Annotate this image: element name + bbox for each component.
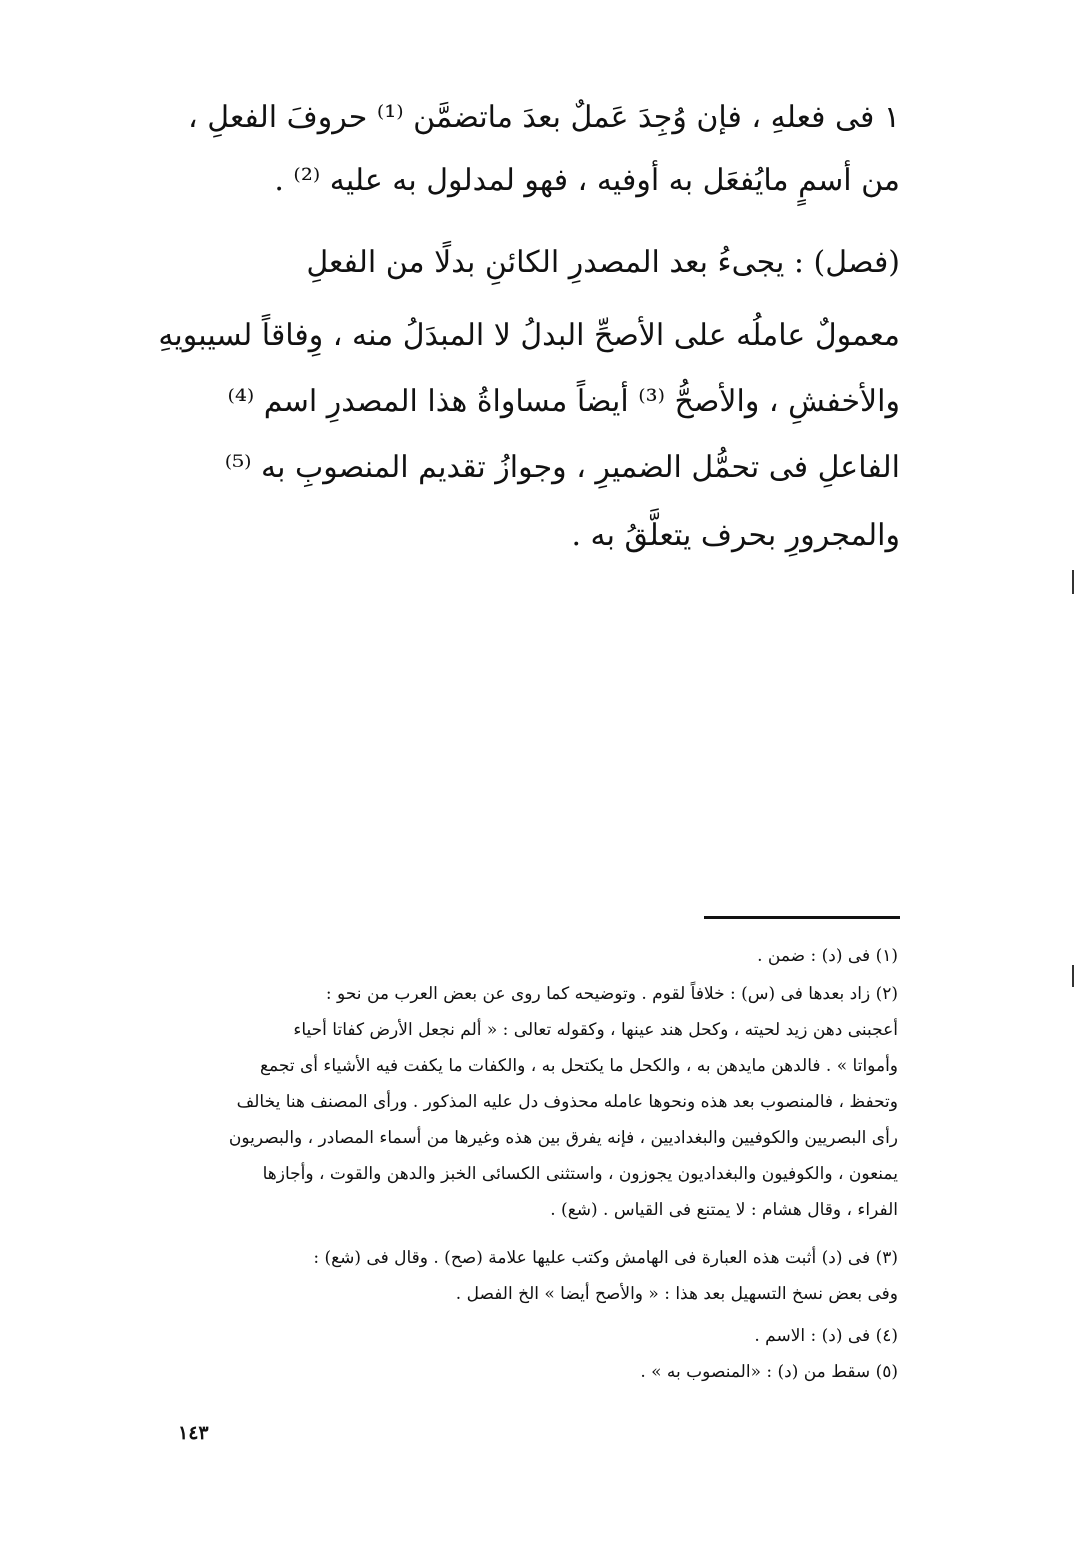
main-line-7: والمجرورِ بحرف يتعلَّقُ به . bbox=[571, 518, 900, 553]
footnote-1: (١) فى (د) : ضمن . bbox=[757, 946, 898, 966]
scan-edge-mark-top bbox=[1072, 570, 1074, 594]
footnote-2-line-1: (٢) زاد بعدها فى (س) : خلافاً لقوم . وتوضيحه كما روى عن بعض العرب من نحو : bbox=[325, 984, 898, 1004]
footnote-2-line-2: أعجبنى دهن زيد لحيته ، وكحل هند عينها ، وكقوله تعالى : « ألم نجعل الأرض كفاتا أحياء bbox=[293, 1020, 898, 1040]
footnote-separator bbox=[704, 916, 900, 919]
main-line-5: والأخفشِ ، والأصحُّ ⁽³⁾ أيضاً مساواةُ هذا المصدرِ اسم ⁽⁴⁾ bbox=[227, 384, 900, 419]
footnote-2-line-5: رأى البصريين والكوفيين والبغداديين ، فإنه يفرق بين هذه وغيرها من أسماء المصادر ، والبصريون bbox=[228, 1128, 898, 1148]
footnote-2-line-4: وتحفظ ، فالمنصوب بعد هذه ونحوها عامله محذوف دل عليه المذكور . ورأى المصنف هنا يخالف bbox=[236, 1092, 898, 1112]
footnote-3-line-2: وفى بعض نسخ التسهيل بعد هذا : « والأصح أيضا » الخ الفصل . bbox=[455, 1284, 898, 1304]
footnote-3-line-1: (٣) فى (د) أثبت هذه العبارة فى الهامش وكتب عليها علامة (صح) . وقال فى (شع) : bbox=[313, 1248, 898, 1268]
main-line-6: الفاعلِ فى تحمُّل الضميرِ ، وجوازُ تقديم المنصوبِ به ⁽⁵⁾ bbox=[224, 450, 900, 485]
main-line-2: من أسمٍ مايُفعَل به أوفيه ، فهو لمدلول به عليه ⁽²⁾ . bbox=[274, 163, 900, 198]
footnote-2-line-3: وأمواتا » . فالدهن مايدهن به ، والكحل ما يكتحل به ، والكفات ما يكفت فيه الأشياء أى تجمع bbox=[259, 1056, 898, 1076]
main-line-1: ‏١ فى فعلهِ ، فإن وُجِدَ عَملٌ بعدَ ماتضمَّن ⁽¹⁾ حروفَ الفعلِ ، bbox=[188, 100, 900, 135]
main-line-4: معمولٌ عاملُه على الأصحِّ البدلُ لا المبدَلُ منه ، وِفاقاً لسيبويهِ bbox=[158, 318, 900, 353]
footnote-2-line-7: الفراء ، وقال هشام : لا يمتنع فى القياس . (شع) . bbox=[550, 1200, 898, 1220]
footnote-5: (٥) سقط من (د) : «المنصوب به » . bbox=[640, 1362, 898, 1382]
page-number: ١٤٣ bbox=[178, 1422, 209, 1444]
main-line-3: (فصل) : يجىءُ بعد المصدرِ الكائنِ بدلًا من الفعلِ bbox=[306, 245, 900, 280]
footnote-4: (٤) فى (د) : الاسم . bbox=[754, 1326, 898, 1346]
scan-edge-mark-bottom bbox=[1072, 965, 1074, 987]
footnote-2-line-6: يمنعون ، والكوفيون والبغداديون يجوزون ، واستثنى الكسائى الخبز والدهن والقوت ، وأجازها bbox=[262, 1164, 898, 1184]
